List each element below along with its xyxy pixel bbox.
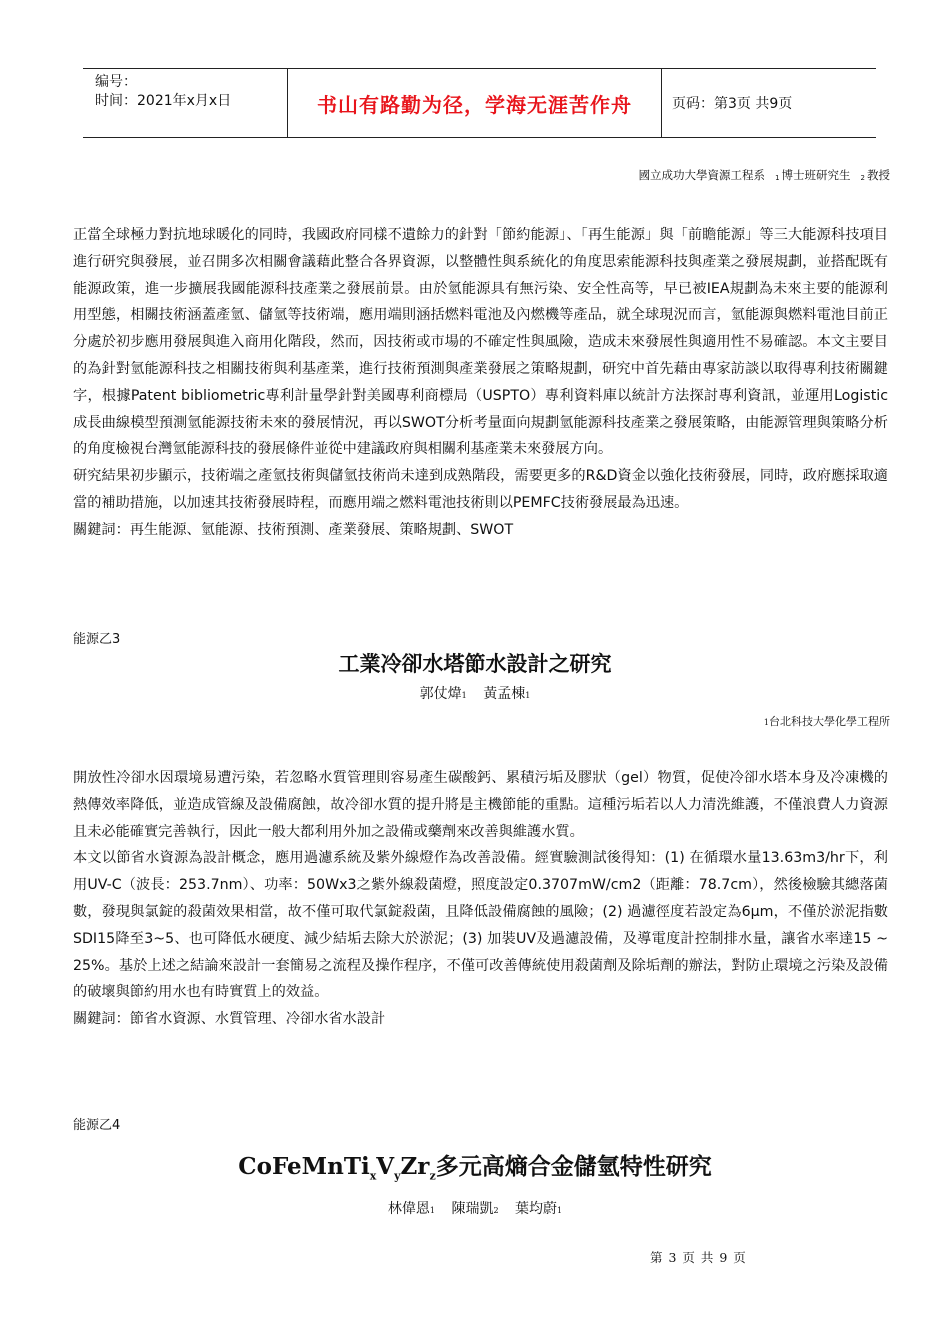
section-3-paragraph-2: 本文以節省水資源為設計概念，應用過濾系統及紫外線燈作為改善設備。經實驗測試後得知：(1) 在循環水量13.63m3/hr下，利用UV-C（波長：253.7nm）、功率：50Wx3之紫外線殺菌燈，照度設定0.3707mW/cm2（距離：78.7cm），然後檢驗其總落菌數，發現與氯錠的殺菌效果相當，故不僅可取代氯錠殺菌，且降低設備腐蝕的風險；(2) 過濾徑度若設定為6μm，不僅於淤泥指數SDI15降至3~5、也可降低水硬度、減少結垢去除大於淤泥；(3) 加裝UV及過濾設備，及導電度計控制排水量，讓省水率達15 ~ 25%。基於上述之結論來設計一套簡易之流程及操作程序，不僅可改善傳統使用殺菌劑及除垢劑的辦法，對防止環境之污染及設備的破壞與節約用水也有時實質上的效益。 [73,850,888,1001]
header-page-label: 页码：第3页 共9页 [672,96,793,112]
time-label: 时间：2021年x月x日 [95,93,232,109]
section-4-authors [0,1198,950,1218]
top-affiliation [639,167,890,183]
author-name: 黃孟棟1 [483,686,531,702]
author-name: 葉均蔚1 [515,1201,563,1217]
number-label: 编号： [95,74,137,90]
section-3-paragraph-1: 開放性冷卻水因環境易遭污染，若忽略水質管理則容易產生碳酸鈣、累積污垢及膠狀（gel）物質，促使冷卻水塔本身及冷凍機的熱傳效率降低，並造成管線及設備腐蝕，故冷卻水質的提升將是主機節能的重點。這種污垢若以人力清洗維護，不僅浪費人力資源且未必能確實完善執行，因此一般大都利用外加之設備或藥劑來改善與維護水質。 [73,770,888,840]
abstract-1 [73,222,888,544]
section-3-keywords: 關鍵詞：節省水資源、水質管理、冷卻水省水設計 [73,1011,386,1028]
author-name: 林偉恩1 [387,1201,435,1217]
abstract-1-paragraph-2: 研究結果初步顯示，技術端之產氫技術與儲氫技術尚未達到成熟階段，需要更多的R&D資金以強化技術發展，同時，政府應採取適當的補助措施，以加速其技術發展時程，而應用端之燃料電池技術則以PEMFC技術發展最為迅速。 [73,468,888,511]
author-name: 陳瑞凱2 [451,1201,499,1217]
section-3-authors [0,683,950,703]
affiliation-org: 國立成功大學資源工程系 [638,168,766,182]
section-4-label: 能源乙4 [73,1118,121,1133]
section-4-title: $CoFeMnTi_xV_yZr_z$多元高熵合金儲氫特性研究 [238,1153,712,1183]
affiliation-mark-1: 1 [775,174,780,182]
affiliation-mark-2: 2 [860,174,865,182]
header-table [83,68,876,138]
section-3-body [73,765,888,1033]
section-3-affiliation: 1台北科技大學化學工程所 [763,715,890,728]
abstract-1-keywords: 關鍵詞：再生能源、氫能源、技術預測、產業發展、策略規劃、SWOT [73,521,514,538]
header-motto: 书山有路勤为径，学海无涯苦作舟 [288,69,662,137]
affiliation-role-1: 博士班研究生 [781,168,851,182]
header-meta [83,69,288,137]
author-name: 郭仗煒1 [419,686,467,702]
section-3-title: 工業冷卻水塔節水設計之研究 [338,651,612,676]
affiliation-role-2: 教授 [867,168,890,182]
page-footer: 第 3 页 共 9 页 [650,1250,747,1265]
section-3-label: 能源乙3 [73,632,121,647]
abstract-1-paragraph-1: 正當全球極力對抗地球暖化的同時，我國政府同樣不遺餘力的針對「節約能源」、「再生能源」與「前瞻能源」等三大能源科技項目進行研究與發展，並召開多次相關會議藉此整合各界資源，以整體性與系統化的角度思索能源科技與產業之發展規劃，並搭配既有能源政策，進一步擴展我國能源科技產業之發展前景。由於氫能源具有無污染、安全性高等，早已被IEA規劃為未來主要的能源利用型態，相關技術涵蓋產氫、儲氫等技術端，應用端則涵括燃料電池及內燃機等產品，就全球現況而言，氫能源與燃料電池目前正分處於初步應用發展與進入商用化階段，然而，因技術或市場的不確定性與風險，造成未來發展性與適用性不易確認。本文主要目的為針對氫能源科技之相關技術與利基產業，進行技術預測與產業發展之策略規劃，研究中首先藉由專家訪談以取得專利技術關鍵字，根據Patent bibliometric專利計量學針對美國專利商標局（USPTO）專利資料庫以統計方法探討專利資訊，並運用Logistic成長曲線模型預測氫能源技術未來的發展情況，再以SWOT分析考量面向規劃氫能源科技產業之發展策略，由能源管理與策略分析的角度檢視台灣氫能源科技的發展條件並從中建議政府與相關利基產業未來發展方向。 [73,227,888,458]
